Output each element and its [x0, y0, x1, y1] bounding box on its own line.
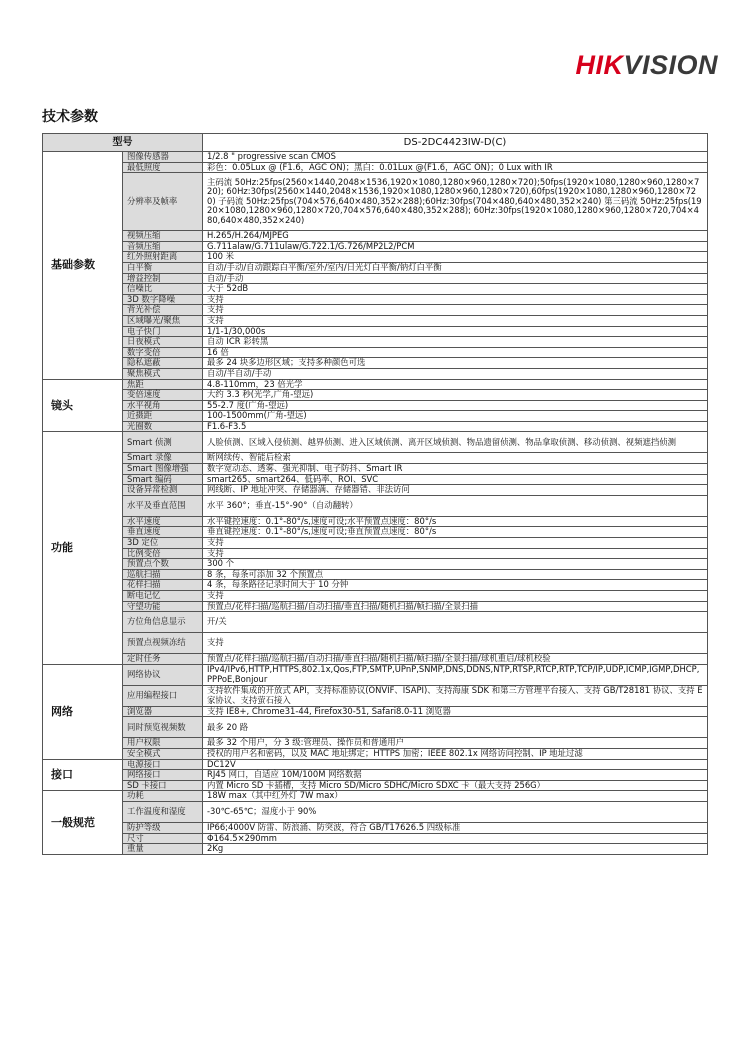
spec-row	[43, 464, 708, 475]
spec-row	[43, 474, 708, 485]
param-value: IP66;4000V 防雷、防浪涌、防突波，符合 GB/T17626.5 四级标准	[203, 822, 708, 833]
spec-row	[43, 612, 708, 633]
spec-row	[43, 748, 708, 759]
spec-row	[43, 833, 708, 844]
param-value: 大于 52dB	[203, 284, 708, 295]
param-name: 浏览器	[123, 706, 203, 717]
param-name: 预置点视频冻结	[123, 633, 203, 654]
param-name: 垂直速度	[123, 527, 203, 538]
param-value: 支持	[203, 548, 708, 559]
param-name: 视频压缩	[123, 231, 203, 242]
spec-row	[43, 305, 708, 316]
param-value: 主码流 50Hz:25fps(2560×1440,2048×1536,1920×1080,1280×960,1280×720);50fps(1920×1080,1280×960,1280×720); 60Hz:30fps(2560×1440,2048×1536,1920×1080,1280×960,1280×720),60fps(1920×1080,1280×960,1280×720) 子码流 50Hz:25fps(704×576,640×480,352×288);60Hz:30fps(704×480,640×480,352×240) 第三码流 50Hz:25fps(1920×1080,1280×960,1280×720,704×576,640×480,352×288); 60Hz:30fps(1920×1080,1280×960,1280×720,704×480,640×480,352×240)	[203, 173, 708, 231]
param-value: 4 条，每条路径记录时间大于 10 分钟	[203, 580, 708, 591]
spec-row	[43, 685, 708, 706]
param-value: 最多 32 个用户，分 3 级:管理员、操作员和普通用户	[203, 738, 708, 749]
hikvision-logo	[553, 48, 718, 82]
param-name: 电源接口	[123, 759, 203, 770]
model-label: 型号	[43, 134, 203, 152]
param-name: 近摄距	[123, 411, 203, 422]
param-name: Smart 图像增强	[123, 464, 203, 475]
param-name: Smart 编码	[123, 474, 203, 485]
param-value: 自动 ICR 彩转黑	[203, 337, 708, 348]
param-name: 守望功能	[123, 601, 203, 612]
param-name: 同时预览视频数	[123, 717, 203, 738]
param-name: 水平及垂直范围	[123, 495, 203, 516]
param-name: SD 卡接口	[123, 780, 203, 791]
category-cell: 功能	[43, 432, 123, 664]
spec-row	[43, 548, 708, 559]
spec-row	[43, 390, 708, 401]
spec-row	[43, 580, 708, 591]
spec-row	[43, 844, 708, 855]
param-name: 背光补偿	[123, 305, 203, 316]
spec-row	[43, 559, 708, 570]
param-value: smart265、smart264、低码率、ROI、SVC	[203, 474, 708, 485]
param-value: 自动/半自动/手动	[203, 368, 708, 379]
param-value: 水平 360°；垂直-15°-90°（自动翻转）	[203, 495, 708, 516]
section-title: 技术参数	[42, 109, 98, 125]
spec-row	[43, 231, 708, 242]
param-name: 应用编程接口	[123, 685, 203, 706]
param-value: F1.6-F3.5	[203, 421, 708, 432]
spec-row	[43, 738, 708, 749]
spec-row	[43, 294, 708, 305]
param-value: 授权的用户名和密码，以及 MAC 地址绑定；HTTPS 加密；IEEE 802.1x 网络访问控制、IP 地址过滤	[203, 748, 708, 759]
param-name: 分辨率及帧率	[123, 173, 203, 231]
param-value: 彩色：0.05Lux @ (F1.6，AGC ON)；黑白：0.01Lux @(F1.6，AGC ON)；0 Lux with IR	[203, 162, 708, 173]
param-name: 日夜模式	[123, 337, 203, 348]
spec-row	[43, 453, 708, 464]
param-value: 18W max（其中红外灯 7W max）	[203, 791, 708, 802]
param-value: 55-2.7 度(广角-望远)	[203, 400, 708, 411]
param-name: 工作温度和湿度	[123, 801, 203, 822]
spec-row	[43, 241, 708, 252]
spec-row	[43, 801, 708, 822]
param-name: 功耗	[123, 791, 203, 802]
spec-row	[43, 347, 708, 358]
spec-row	[43, 379, 708, 390]
param-value: RJ45 网口，自适应 10M/100M 网络数据	[203, 770, 708, 781]
param-name: 红外照射距离	[123, 252, 203, 263]
param-value: 1/1-1/30,000s	[203, 326, 708, 337]
param-value: Φ164.5×290mm	[203, 833, 708, 844]
param-value: 水平键控速度：0.1°-80°/s,速度可设;水平预置点速度：80°/s	[203, 516, 708, 527]
category-cell: 接口	[43, 759, 123, 791]
param-name: 安全模式	[123, 748, 203, 759]
param-value: 支持	[203, 633, 708, 654]
category-cell: 镜头	[43, 379, 123, 432]
param-name: 最低照度	[123, 162, 203, 173]
spec-row	[43, 717, 708, 738]
param-name: 聚焦模式	[123, 368, 203, 379]
spec-row	[43, 759, 708, 770]
param-value: H.265/H.264/MJPEG	[203, 231, 708, 242]
category-cell: 网络	[43, 664, 123, 759]
param-name: 白平衡	[123, 262, 203, 273]
param-value: 网线断、IP 地址冲突、存储器满、存储器错、非法访问	[203, 485, 708, 496]
spec-row	[43, 358, 708, 369]
spec-row	[43, 591, 708, 602]
param-value: 支持软件集成的开放式 API，支持标准协议(ONVIF、ISAPI)、支持海康 SDK 和第三方管理平台接入、支持 GB/T28181 协议、支持 E 家协议、支持萤石接入	[203, 685, 708, 706]
spec-row	[43, 664, 708, 685]
param-name: 重量	[123, 844, 203, 855]
param-name: 网络协议	[123, 664, 203, 685]
category-cell: 一般规范	[43, 791, 123, 854]
param-value: DC12V	[203, 759, 708, 770]
param-value: IPv4/IPv6,HTTP,HTTPS,802.1x,Qos,FTP,SMTP,UPnP,SNMP,DNS,DDNS,NTP,RTSP,RTCP,RTP,TCP/IP,UDP,ICMP,IGMP,DHCP,PPPoE,Bonjour	[203, 664, 708, 685]
param-name: 巡航扫描	[123, 569, 203, 580]
spec-row	[43, 421, 708, 432]
param-name: 信噪比	[123, 284, 203, 295]
param-value: 300 个	[203, 559, 708, 570]
spec-row	[43, 538, 708, 549]
param-name: 用户权限	[123, 738, 203, 749]
spec-row	[43, 337, 708, 348]
spec-row	[43, 527, 708, 538]
param-name: 数字变倍	[123, 347, 203, 358]
param-value: 数字宽动态、透雾、强光抑制、电子防抖、Smart IR	[203, 464, 708, 475]
param-value: 人脸侦测、区域入侵侦测、越界侦测、进入区域侦测、离开区域侦测、物品遗留侦测、物品拿取侦测、移动侦测、视频遮挡侦测	[203, 432, 708, 453]
spec-row	[43, 284, 708, 295]
param-value: 8 条，每条可添加 32 个预置点	[203, 569, 708, 580]
param-value: 开/关	[203, 612, 708, 633]
spec-row	[43, 411, 708, 422]
param-name: 图像传感器	[123, 152, 203, 163]
spec-row	[43, 495, 708, 516]
param-name: 尺寸	[123, 833, 203, 844]
spec-row	[43, 516, 708, 527]
param-name: 水平速度	[123, 516, 203, 527]
param-name: 变倍速度	[123, 390, 203, 401]
param-value: 16 倍	[203, 347, 708, 358]
param-value: 最多 24 块多边形区域；支持多种颜色可选	[203, 358, 708, 369]
param-name: 防护等级	[123, 822, 203, 833]
spec-row	[43, 780, 708, 791]
param-value: 预置点/花样扫描/巡航扫描/自动扫描/垂直扫描/随机扫描/帧扫描/全景扫描	[203, 601, 708, 612]
param-name: 区域曝光/聚焦	[123, 315, 203, 326]
param-value: 垂直键控速度：0.1°-80°/s,速度可设;垂直预置点速度：80°/s	[203, 527, 708, 538]
spec-row	[43, 400, 708, 411]
param-name: 花样扫描	[123, 580, 203, 591]
category-cell: 基础参数	[43, 152, 123, 380]
param-value: 支持	[203, 538, 708, 549]
param-name: 电子快门	[123, 326, 203, 337]
spec-row	[43, 485, 708, 496]
spec-row	[43, 633, 708, 654]
spec-row	[43, 569, 708, 580]
param-name: 网络接口	[123, 770, 203, 781]
spec-table	[42, 133, 708, 855]
param-value: 断网续传、智能后检索	[203, 453, 708, 464]
param-name: 光圈数	[123, 421, 203, 432]
spec-row	[43, 262, 708, 273]
spec-row	[43, 432, 708, 453]
param-value: 自动/手动/自动跟踪白平衡/室外/室内/日光灯白平衡/钠灯白平衡	[203, 262, 708, 273]
param-value: 内置 Micro SD 卡插槽，支持 Micro SD/Micro SDHC/Micro SDXC 卡（最大支持 256G）	[203, 780, 708, 791]
param-value: 100 米	[203, 252, 708, 263]
spec-row	[43, 326, 708, 337]
spec-row	[43, 770, 708, 781]
spec-row	[43, 368, 708, 379]
spec-row	[43, 162, 708, 173]
param-name: 3D 定位	[123, 538, 203, 549]
spec-row	[43, 252, 708, 263]
param-value: -30℃-65℃；湿度小于 90%	[203, 801, 708, 822]
param-name: 增益控制	[123, 273, 203, 284]
spec-row	[43, 654, 708, 665]
logo-text-red: HIK	[575, 49, 624, 80]
param-value: 2Kg	[203, 844, 708, 855]
param-name: 焦距	[123, 379, 203, 390]
param-value: 支持 IE8+, Chrome31-44, Firefox30-51, Safari8.0-11 浏览器	[203, 706, 708, 717]
param-value: 支持	[203, 591, 708, 602]
param-value: G.711alaw/G.711ulaw/G.722.1/G.726/MP2L2/PCM	[203, 241, 708, 252]
logo-text-gray: VISION	[623, 49, 718, 80]
model-value: DS-2DC4423IW-D(C)	[203, 134, 708, 152]
header-row	[43, 134, 708, 152]
param-name: 断电记忆	[123, 591, 203, 602]
param-name: 设备异常检测	[123, 485, 203, 496]
param-value: 支持	[203, 315, 708, 326]
param-name: 水平视角	[123, 400, 203, 411]
param-name: 比例变倍	[123, 548, 203, 559]
param-value: 100-1500mm(广角-望远)	[203, 411, 708, 422]
param-value: 支持	[203, 294, 708, 305]
param-name: Smart 侦测	[123, 432, 203, 453]
param-name: Smart 录像	[123, 453, 203, 464]
param-name: 方位角信息显示	[123, 612, 203, 633]
param-value: 大约 3.3 秒(光学,广角-望远)	[203, 390, 708, 401]
spec-row	[43, 706, 708, 717]
spec-row	[43, 601, 708, 612]
param-name: 预置点个数	[123, 559, 203, 570]
param-value: 预置点/花样扫描/巡航扫描/自动扫描/垂直扫描/随机扫描/帧扫描/全景扫描/球机重启/球机校验	[203, 654, 708, 665]
spec-row	[43, 152, 708, 163]
spec-row	[43, 273, 708, 284]
param-name: 3D 数字降噪	[123, 294, 203, 305]
param-name: 音频压缩	[123, 241, 203, 252]
spec-row	[43, 173, 708, 231]
param-value: 最多 20 路	[203, 717, 708, 738]
param-name: 隐私遮蔽	[123, 358, 203, 369]
param-name: 定时任务	[123, 654, 203, 665]
param-value: 1/2.8 " progressive scan CMOS	[203, 152, 708, 163]
param-value: 4.8-110mm，23 倍光学	[203, 379, 708, 390]
param-value: 支持	[203, 305, 708, 316]
param-value: 自动/手动	[203, 273, 708, 284]
spec-row	[43, 315, 708, 326]
spec-row	[43, 822, 708, 833]
spec-row	[43, 791, 708, 802]
